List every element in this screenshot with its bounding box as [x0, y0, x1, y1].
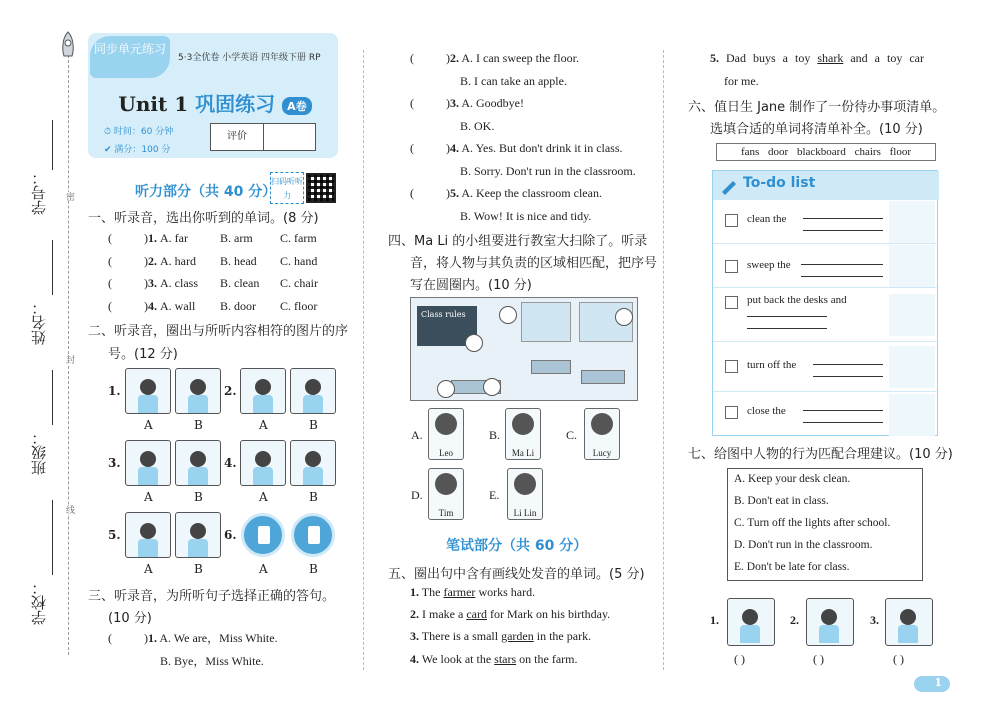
desk — [581, 370, 625, 384]
writing-section-title: 笔试部分（共 60 分） — [446, 538, 588, 554]
q7-num-3: 3. — [870, 613, 879, 627]
q1-list — [108, 231, 318, 321]
q2-pic-5b[interactable] — [175, 512, 221, 558]
q5-item-1: 1. The farmer works hard. — [410, 585, 536, 599]
answer-circle[interactable] — [483, 378, 501, 396]
answer-line[interactable] — [803, 422, 883, 423]
q1-item: ( )2. A. hard B. head C. hand — [108, 253, 318, 268]
q1-title: 一、听录音，选出你听到的单词。(8 分) — [88, 211, 319, 226]
qr-code[interactable] — [306, 173, 336, 203]
school-line — [52, 500, 53, 575]
window — [521, 302, 571, 342]
suggestion-box — [727, 468, 923, 581]
q7-answer-2[interactable]: ( ) — [813, 652, 824, 666]
kid-letter-e: E. — [489, 488, 500, 502]
q2-label-a: A — [144, 490, 153, 504]
page-number: 1 — [914, 676, 950, 692]
q3-item-2-b: B. I can take an apple. — [460, 74, 567, 88]
girl-sweeping-image — [889, 245, 935, 287]
q1-item: ( )3. A. class B. clean C. chair — [108, 276, 318, 290]
todo-row-label: turn off the — [747, 359, 797, 371]
column-divider — [363, 50, 364, 670]
suggestion-d: D. Don't run in the classroom. — [734, 539, 873, 551]
header-meta: 5·3全优卷 小学英语 四年级下册 RP — [178, 53, 321, 63]
trash-bin-icon[interactable] — [241, 513, 285, 557]
kid-li-lin: Li Lin — [507, 468, 543, 520]
class-rules-board: Class rules — [417, 306, 477, 346]
class-label: 班级： — [30, 430, 48, 475]
todo-row-label: sweep the — [747, 259, 791, 271]
name-line — [52, 240, 53, 295]
q7-pic-3 — [885, 598, 933, 646]
q2-num-6: 6. — [224, 528, 237, 542]
q5-item-2: 2. I make a card for Mark on his birthday. — [410, 607, 611, 621]
q7-pic-1 — [727, 598, 775, 646]
q6-title-2: 选填合适的单词将清单补全。(10 分) — [710, 122, 923, 137]
word-bank: fans door blackboard chairs floor — [716, 143, 936, 161]
reading-icon[interactable] — [291, 513, 335, 557]
q7-num-2: 2. — [790, 613, 799, 627]
listening-section-title: 听力部分（共 40 分） — [135, 184, 277, 200]
answer-line[interactable] — [747, 328, 827, 329]
q2-label-b: B — [194, 418, 203, 432]
todo-title: To-do list — [743, 175, 816, 191]
q2-label-b: B — [194, 562, 203, 576]
classroom-picture — [410, 297, 638, 401]
q2-label-a: A — [144, 562, 153, 576]
checkbox[interactable] — [725, 214, 738, 227]
seal-feng: 封 — [64, 355, 74, 364]
q5-item-5-cont: for me. — [724, 74, 759, 88]
kid-letter-b: B. — [489, 428, 501, 442]
boy-turning-off-fan-image — [889, 346, 935, 388]
rocket-icon — [57, 30, 79, 64]
column-divider — [663, 50, 664, 670]
kid-tim: Tim — [428, 468, 464, 520]
todo-row-label: put back the desks and — [747, 294, 847, 306]
boy-cleaning-blackboard-image — [889, 201, 935, 243]
desk — [531, 360, 571, 374]
q4-title-2: 音，将人物与其负责的区域相匹配，把序号 — [410, 256, 658, 271]
q5-item-4: 4. We look at the stars on the farm. — [410, 652, 578, 666]
suggestion-e: E. Don't be late for class. — [734, 561, 850, 573]
checkbox[interactable] — [725, 260, 738, 273]
q3-item-5: ( )5. A. Keep the classroom clean. — [410, 186, 602, 200]
answer-circle[interactable] — [615, 308, 633, 326]
todo-row — [713, 287, 939, 341]
score-info: ✔ 满分：100 分 — [104, 145, 171, 155]
q2-pic-2a[interactable] — [240, 368, 286, 414]
answer-circle[interactable] — [437, 380, 455, 398]
student-id-label: 学号： — [30, 170, 48, 215]
q7-pic-2 — [806, 598, 854, 646]
unit-name: Unit 1 — [118, 92, 189, 116]
answer-circle[interactable] — [465, 334, 483, 352]
q5-item-3: 3. There is a small garden in the park. — [410, 629, 592, 643]
q3-item-3: ( )3. A. Goodbye! — [410, 96, 524, 110]
q2-label-a: A — [144, 418, 153, 432]
kid-letter-d: D. — [411, 488, 423, 502]
seal-xian: 线 — [64, 505, 74, 514]
todo-row-label: close the — [747, 405, 786, 417]
q3-item-3-b: B. OK. — [460, 119, 495, 133]
school-label: 学校： — [30, 580, 48, 625]
q1-item: ( )4. A. wall B. door C. floor — [108, 298, 318, 313]
q2-pic-5a[interactable] — [125, 512, 171, 558]
q2-title: 二、听录音，圈出与所听内容相符的图片的序 — [88, 324, 349, 339]
todo-row-label: clean the — [747, 213, 787, 225]
paper-badge: A卷 — [282, 97, 312, 115]
q2-label-a: A — [259, 562, 268, 576]
answer-line[interactable] — [801, 264, 883, 265]
q6-title: 六、值日生 Jane 制作了一份待办事项清单。 — [688, 100, 946, 115]
q1-item: ( )1. A. far B. arm C. farm — [108, 231, 317, 245]
binding-margin — [0, 0, 80, 719]
q2-num-1: 1. — [108, 384, 121, 398]
answer-line[interactable] — [813, 376, 883, 377]
answer-line[interactable] — [803, 410, 883, 411]
q3-title: 三、听录音，为所听句子选择正确的答句。 — [88, 589, 336, 604]
pen-icon — [719, 175, 739, 195]
suggestion-a: A. Keep your desk clean. — [734, 473, 851, 485]
sync-practice-tag: 同步单元练习 — [90, 36, 170, 78]
q2-num-4: 4. — [224, 456, 237, 470]
kid-letter-a: A. — [411, 428, 423, 442]
answer-line[interactable] — [803, 218, 883, 219]
grade-box[interactable] — [210, 123, 316, 151]
todo-row — [713, 243, 939, 287]
todo-row — [713, 391, 939, 437]
q3-item-4: ( )4. A. Yes. But don't drink it in class. — [410, 141, 623, 155]
q2-label-b: B — [309, 490, 318, 504]
todo-row — [713, 341, 939, 391]
kid-ma-li: Ma Li — [505, 408, 541, 460]
q2-num-5: 5. — [108, 528, 121, 542]
q3-item-5-b: B. Wow! It is nice and tidy. — [460, 209, 592, 223]
suggestion-b: B. Don't eat in class. — [734, 495, 829, 507]
q2-label-b: B — [309, 418, 318, 432]
girl-closing-door-image — [889, 394, 935, 436]
q2-pic-3a[interactable] — [125, 440, 171, 486]
class-line — [52, 370, 53, 425]
q2-label-b: B — [194, 490, 203, 504]
q5-title: 五、圈出句中含有画线处发音的单词。(5 分) — [388, 567, 645, 582]
answer-line[interactable] — [747, 316, 827, 317]
q3-title-2: (10 分) — [108, 611, 152, 626]
scan-label: 扫码听听力 — [270, 172, 304, 204]
student-id-line — [52, 120, 53, 170]
answer-circle[interactable] — [499, 306, 517, 324]
answer-line[interactable] — [813, 364, 883, 365]
checkbox[interactable] — [725, 360, 738, 373]
kid-leo: Leo — [428, 408, 464, 460]
q2-pic-4a[interactable] — [240, 440, 286, 486]
checkbox[interactable] — [725, 296, 738, 309]
todo-list — [712, 170, 938, 436]
time-info: ⏱ 时间：60 分钟 — [104, 127, 174, 137]
q7-title: 七、给图中人物的行为匹配合理建议。(10 分) — [688, 447, 953, 462]
checkbox[interactable] — [725, 406, 738, 419]
answer-line[interactable] — [803, 230, 883, 231]
q2-title-2: 号。(12 分) — [108, 347, 178, 362]
q3-item-2: ( )2. A. I can sweep the floor. — [410, 51, 579, 65]
todo-header — [713, 171, 939, 199]
q2-pic-4b[interactable] — [290, 440, 336, 486]
q3-item-4-b: B. Sorry. Don't run in the classroom. — [460, 164, 636, 178]
q7-answer-1[interactable]: ( ) — [734, 652, 745, 666]
q2-pic-1b[interactable] — [175, 368, 221, 414]
suggestion-c: C. Turn off the lights after school. — [734, 517, 891, 529]
unit-subtitle: 巩固练习 — [195, 92, 276, 116]
q4-title-3: 写在圆圈内。(10 分) — [410, 278, 532, 293]
q2-num-3: 3. — [108, 456, 121, 470]
q7-num-1: 1. — [710, 613, 719, 627]
q2-pic-3b[interactable] — [175, 440, 221, 486]
q2-label-a: A — [259, 490, 268, 504]
q3-item-1: ( )1. A. We are，Miss White. — [108, 631, 278, 645]
kid-letter-c: C. — [566, 428, 578, 442]
q2-label-b: B — [309, 562, 318, 576]
kid-lucy: Lucy — [584, 408, 620, 460]
q7-answer-3[interactable]: ( ) — [893, 652, 904, 666]
girl-moving-desk-image — [889, 294, 935, 336]
unit-title — [100, 88, 330, 117]
seal-mi: 密 — [64, 192, 74, 201]
q2-num-2: 2. — [224, 384, 237, 398]
q2-label-a: A — [259, 418, 268, 432]
q2-pic-2b[interactable] — [290, 368, 336, 414]
answer-line[interactable] — [801, 276, 883, 277]
q4-title: 四、Ma Li 的小组要进行教室大扫除了。听录 — [388, 234, 648, 249]
q3-item-1-b: B. Bye，Miss White. — [160, 654, 264, 668]
q2-pictures — [100, 366, 340, 581]
name-label: 姓名： — [30, 300, 48, 345]
q2-pic-1a[interactable] — [125, 368, 171, 414]
grade-label: 评价 — [211, 124, 264, 150]
todo-row — [713, 199, 939, 243]
q5-item-5: 5. Dad buys a toy shark and a toy car — [710, 51, 924, 65]
